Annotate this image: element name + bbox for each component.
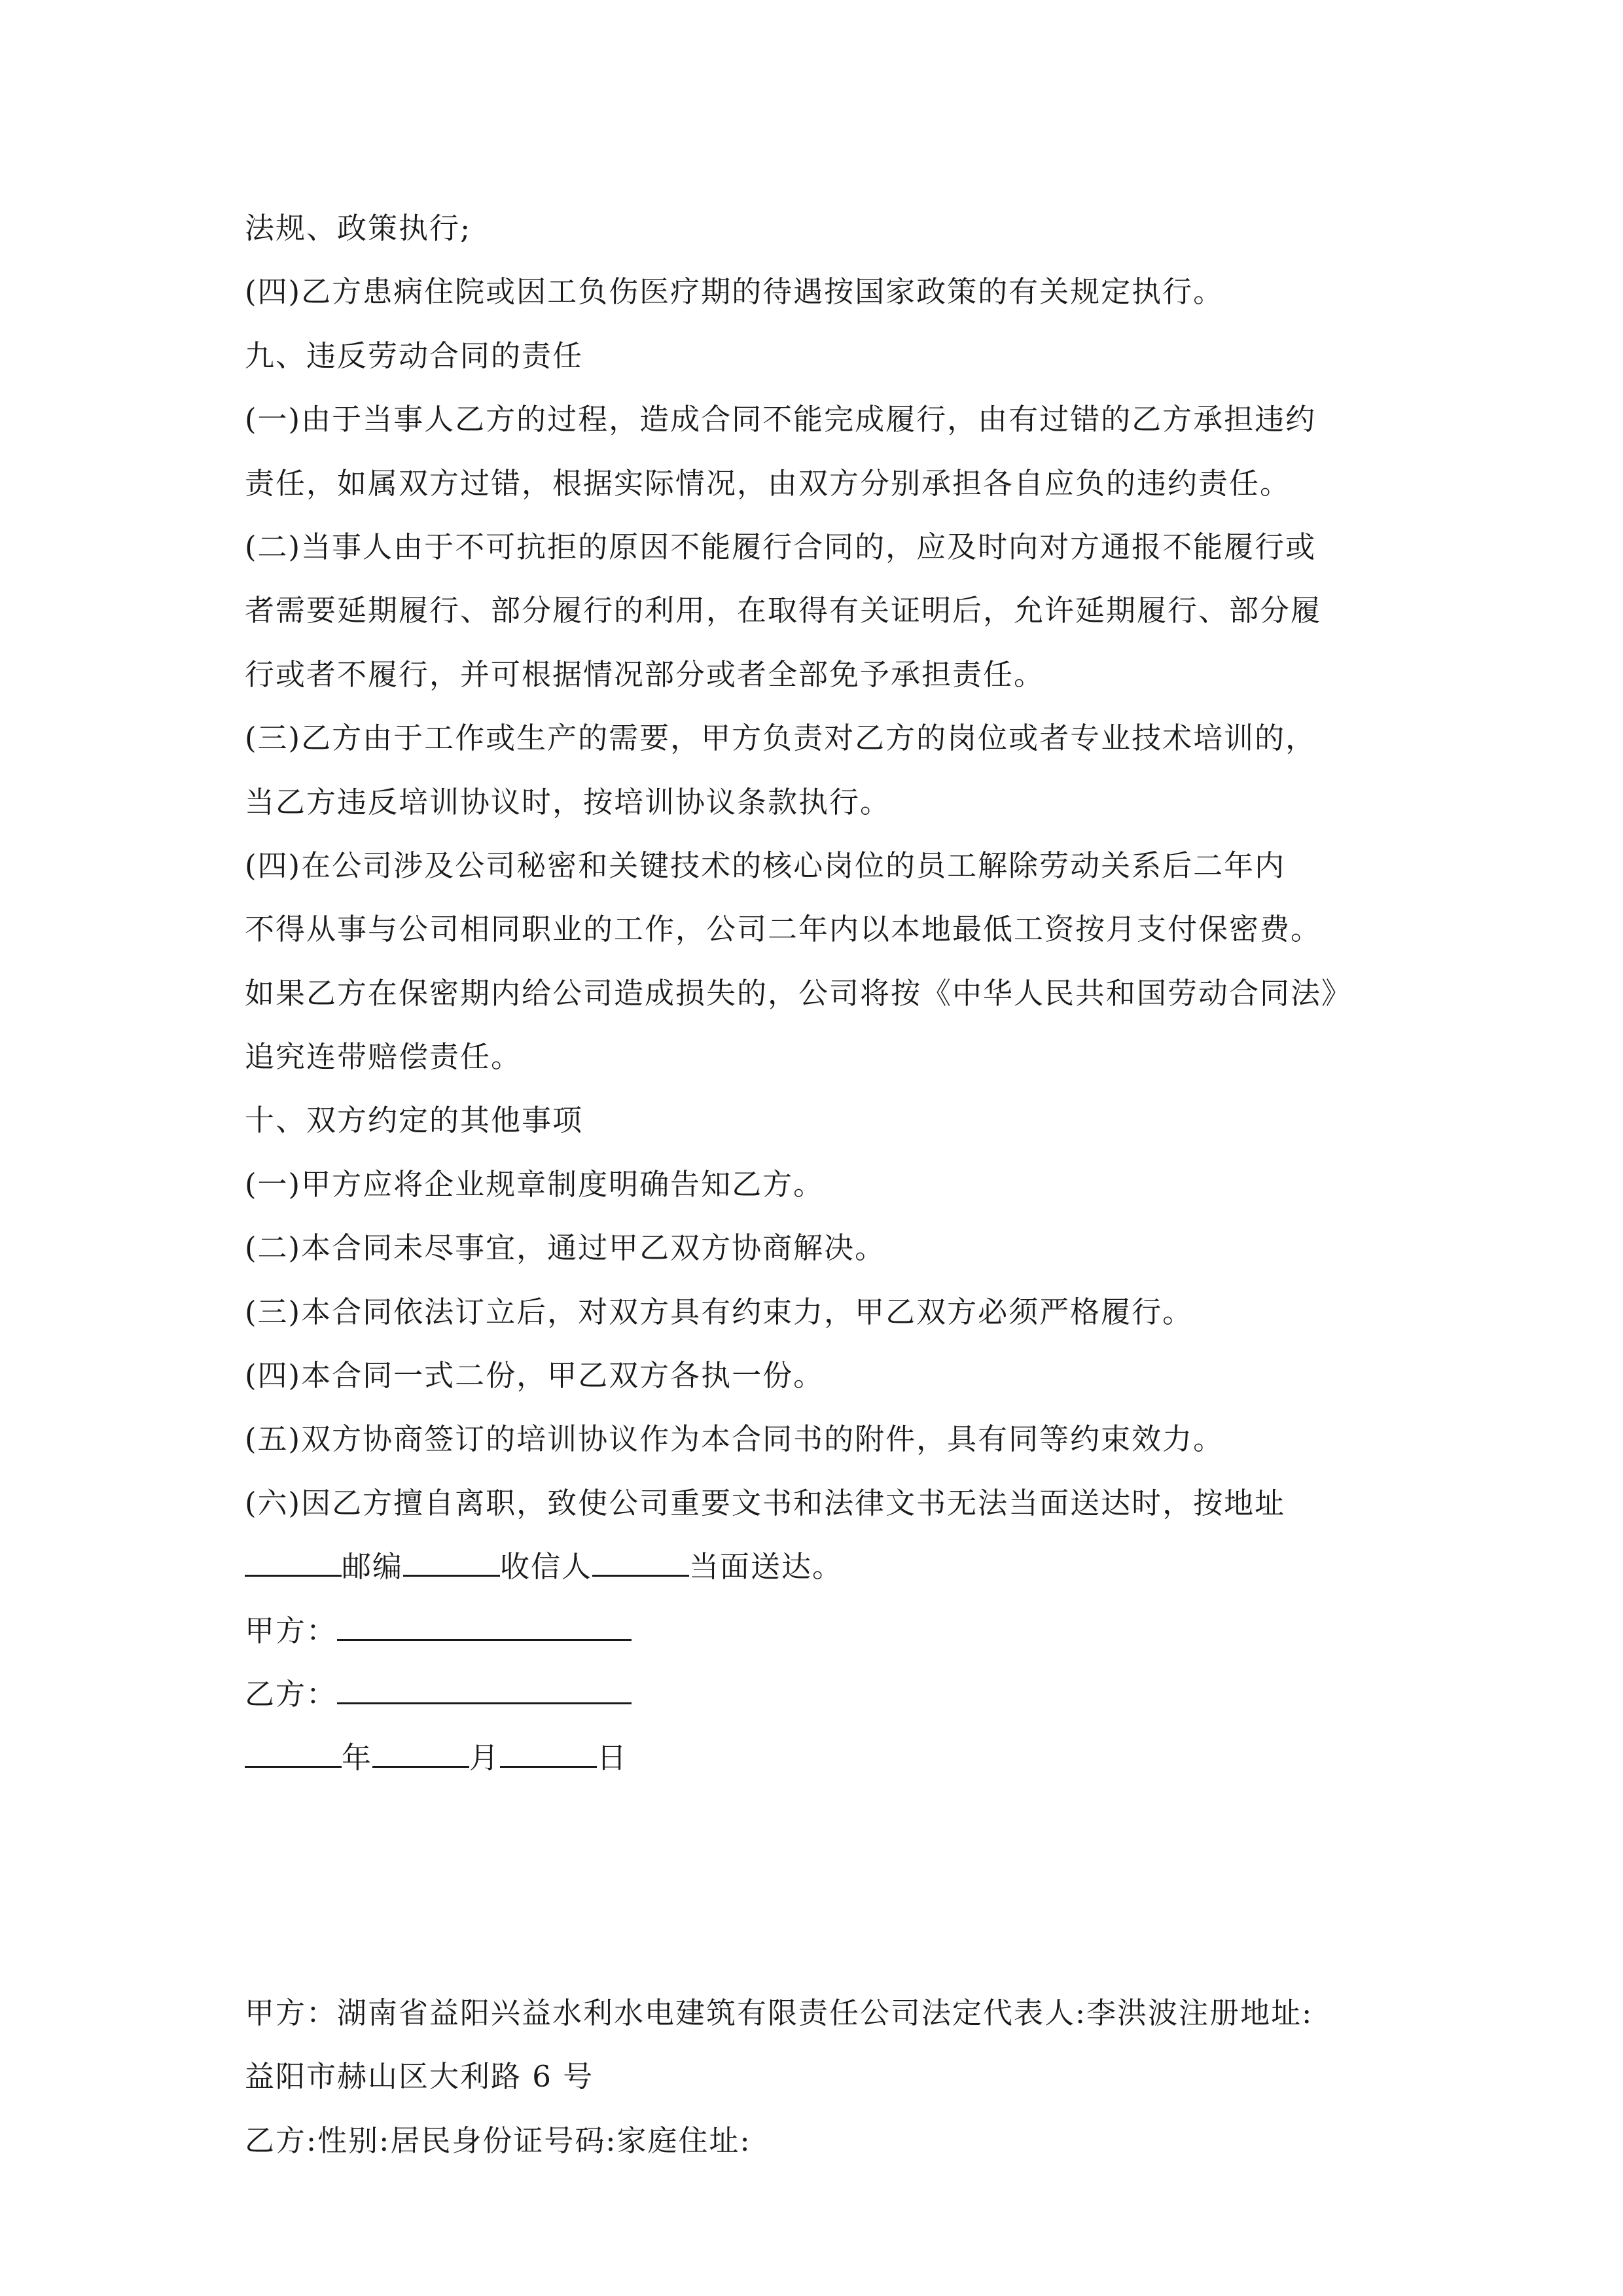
day-label: 日 — [597, 1740, 628, 1776]
delivered-label: 当面送达。 — [689, 1549, 844, 1585]
paragraph-line: 追究连带赔偿责任。 — [245, 1039, 522, 1075]
paragraph-line: (三)乙方由于工作或生产的需要，甲方负责对乙方的岗位或者专业技术培训的， — [245, 721, 1317, 756]
date-line — [245, 1726, 1423, 1789]
party-a-info-line: 甲方：湖南省益阳兴益水利水电建筑有限责任公司法定代表人:李洪波注册地址: — [245, 1995, 1313, 2030]
day-blank[interactable] — [500, 1740, 597, 1768]
paragraph-line: (二)本合同未尽事宜，通过甲乙双方协商解决。 — [245, 1230, 886, 1266]
year-blank[interactable] — [245, 1740, 342, 1768]
year-label: 年 — [342, 1740, 373, 1776]
paragraph-line: (五)双方协商签订的培训协议作为本合同书的附件，具有同等约束效力。 — [245, 1422, 1224, 1457]
paragraph-line: 责任，如属双方过错，根据实际情况，由双方分别承担各自应负的违约责任。 — [245, 465, 1291, 501]
paragraph-line: (一)由于当事人乙方的过程，造成合同不能完成履行，由有过错的乙方承担违约 — [245, 402, 1317, 437]
party-b-info-line: 乙方:性别:居民身份证号码:家庭住址: — [245, 2123, 751, 2158]
paragraph-line: (四)本合同一式二份，甲乙双方各执一份。 — [245, 1358, 825, 1393]
recipient-blank[interactable] — [592, 1549, 689, 1577]
paragraph-line: (三)本合同依法订立后，对双方具有约束力，甲乙双方必须严格履行。 — [245, 1294, 1194, 1329]
party-a-signature-line — [245, 1599, 1423, 1662]
recipient-label: 收信人 — [500, 1549, 593, 1585]
paragraph-line: 法规、政策执行; — [245, 211, 472, 245]
paragraph-line: (六)因乙方擅自离职，致使公司重要文书和法律文书无法当面送达时，按地址 — [245, 1485, 1286, 1520]
delivery-address-line — [245, 1535, 1423, 1598]
party-a-address-line: 益阳市赫山区大利路 6 号 — [245, 2059, 594, 2094]
party-a-label: 甲方： — [245, 1613, 338, 1648]
party-b-label: 乙方： — [245, 1676, 338, 1712]
paragraph-line: (二)当事人由于不可抗拒的原因不能履行合同的，应及时向对方通报不能履行或 — [245, 529, 1317, 564]
section-heading: 十、双方约定的其他事项 — [245, 1103, 584, 1138]
party-a-blank[interactable] — [337, 1613, 632, 1641]
paragraph-line: 如果乙方在保密期内给公司造成损失的，公司将按《中华人民共和国劳动合同法》 — [245, 975, 1353, 1011]
address-blank[interactable] — [245, 1549, 342, 1577]
section-heading: 九、违反劳动合同的责任 — [245, 338, 584, 373]
paragraph-line: 不得从事与公司相同职业的工作，公司二年内以本地最低工资按月支付保密费。 — [245, 912, 1322, 947]
document-body — [245, 196, 1423, 2172]
paragraph-line: (一)甲方应将企业规章制度明确告知乙方。 — [245, 1166, 825, 1202]
paragraph-line: 者需要延期履行、部分履行的利用，在取得有关证明后，允许延期履行、部分履 — [245, 593, 1322, 628]
party-b-signature-line — [245, 1662, 1423, 1726]
section-gap — [245, 1790, 1423, 1981]
paragraph-line: 当乙方违反培训协议时，按培训协议条款执行。 — [245, 784, 891, 819]
party-b-blank[interactable] — [337, 1676, 632, 1704]
paragraph-line: (四)在公司涉及公司秘密和关键技术的核心岗位的员工解除劳动关系后二年内 — [245, 848, 1286, 883]
month-label: 月 — [469, 1740, 501, 1776]
postcode-blank[interactable] — [403, 1549, 500, 1577]
paragraph-line: (四)乙方患病住院或因工负伤医疗期的待遇按国家政策的有关规定执行。 — [245, 274, 1224, 310]
postcode-label: 邮编 — [342, 1549, 404, 1585]
paragraph-line: 行或者不履行，并可根据情况部分或者全部免予承担责任。 — [245, 656, 1045, 692]
month-blank[interactable] — [372, 1740, 469, 1768]
